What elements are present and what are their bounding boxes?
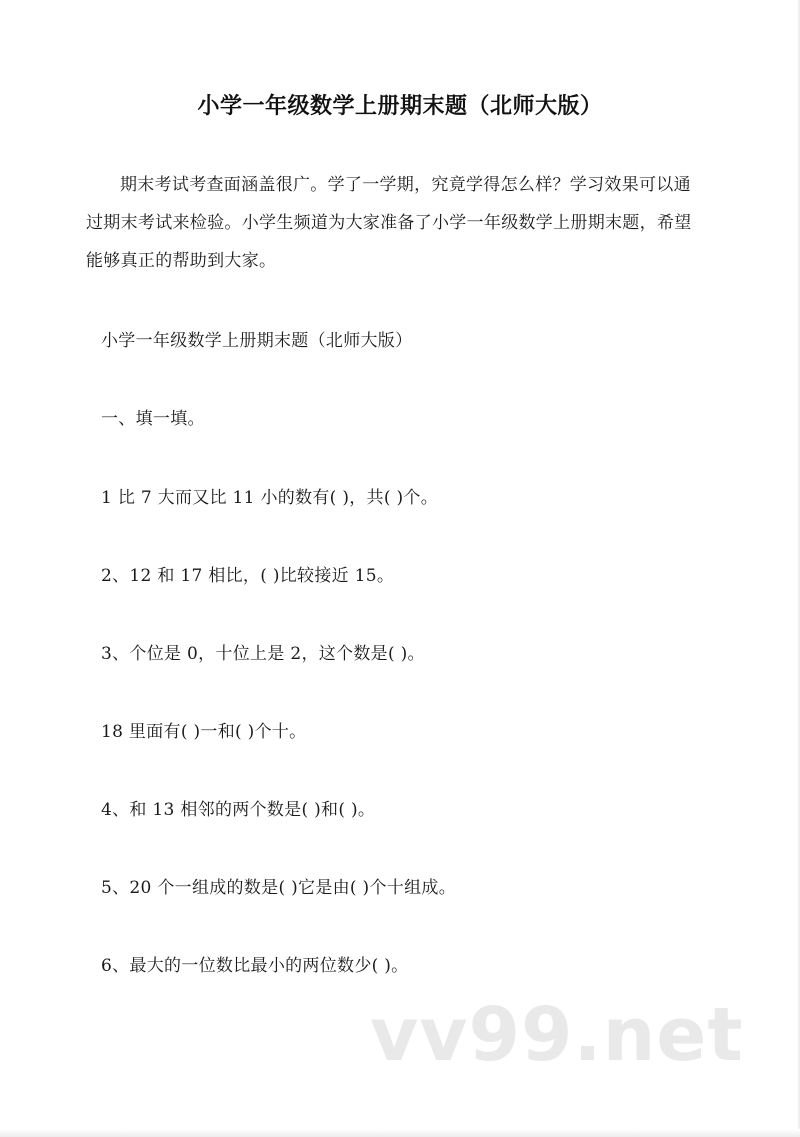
question-item: 1 比 7 大而又比 11 小的数有( )，共( )个。 <box>101 488 439 508</box>
question-item: 2、12 和 17 相比，( )比较接近 15。 <box>101 566 395 586</box>
question-item: 18 里面有( )一和( )个十。 <box>101 722 307 742</box>
watermark: vv99.net <box>370 992 744 1078</box>
page-bottom-shadow <box>0 1129 800 1137</box>
intro-paragraph: 期末考试考查面涵盖很广。学了一学期，究竟学得怎么样？学习效果可以通过期末考试来检验。小学生频道为大家准备了小学一年级数学上册期末题，希望能够真正的帮助到大家。 <box>86 175 692 271</box>
section-heading: 一、填一填。 <box>101 409 205 429</box>
subtitle: 小学一年级数学上册期末题（北师大版） <box>101 331 413 351</box>
question-item: 4、和 13 相邻的两个数是( )和( )。 <box>101 800 376 820</box>
question-item: 5、20 个一组成的数是( )它是由( )个十组成。 <box>101 878 456 898</box>
question-item: 3、个位是 0，十位上是 2，这个数是( )。 <box>101 644 425 664</box>
document-title: 小学一年级数学上册期末题（北师大版） <box>197 94 603 119</box>
question-item: 6、最大的一位数比最小的两位数少( )。 <box>101 956 409 976</box>
